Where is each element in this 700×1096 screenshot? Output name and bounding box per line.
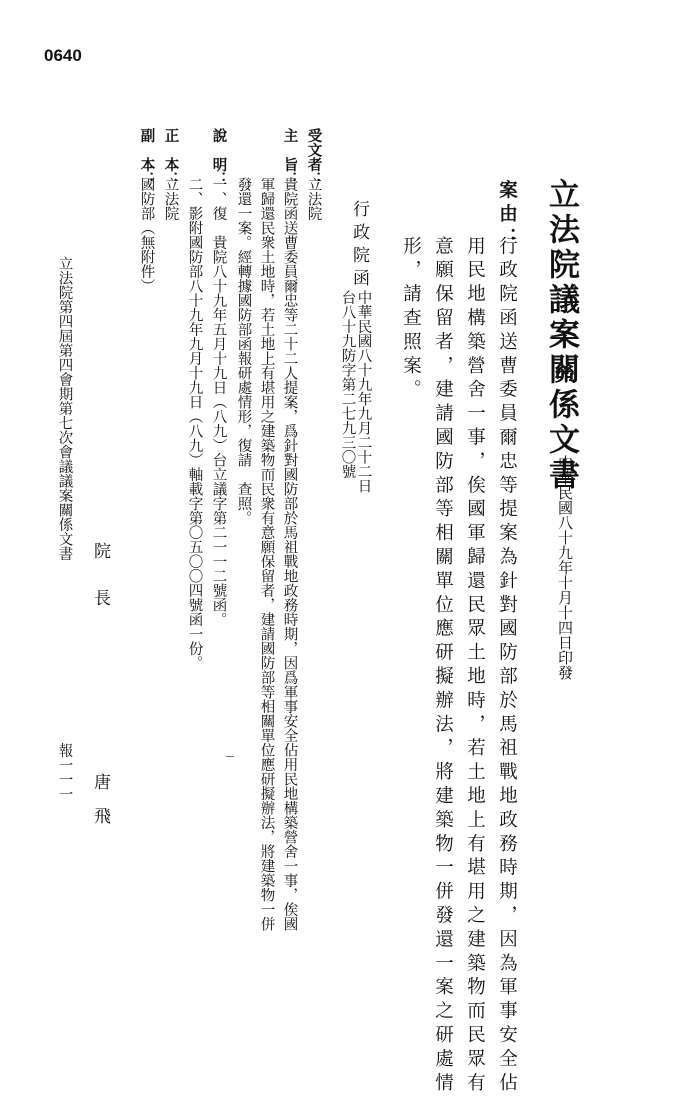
letter-ref-number: 台八十九防字第二七九三〇號: [339, 290, 356, 479]
print-date: 中華民國八十九年十月十四日印發: [556, 455, 574, 680]
letter-date: 中華民國八十九年九月二十二日: [355, 290, 372, 493]
subject-label: 主 旨：: [281, 128, 299, 186]
subject-line: 軍歸還民衆土地時，若土地上有堪用之建築物而民衆有意願保留者，建請國防部等相關單位應研擬辦法，將建築物一併: [258, 177, 275, 931]
subject-line: 貴院函送曹委員爾忠等二十二人提案，爲針對國防部於馬祖戰地政務時期，因爲軍事安全佔用民地構築營舍一事，俟國: [281, 177, 298, 931]
reason-line: 用民地構築營舍一事，俟國軍歸還民眾土地時，若土地上有堪用之建築物而民眾有: [464, 236, 486, 1096]
signature-name: 唐 飛: [90, 773, 110, 824]
explanation-item: 一、復 貴院八十九年五月十九日（八九）台立議字第二一一二號函。: [210, 177, 227, 627]
scan-speck: [226, 756, 234, 757]
footer-page-ref: 報一一一: [56, 743, 73, 801]
letter-issuer: 行政院函: [349, 200, 369, 292]
reason-label: 案由：: [496, 180, 518, 252]
recipient: 立法院: [305, 177, 322, 221]
page-number: 0640: [44, 46, 82, 65]
reason-line: 行政院函送曹委員爾忠等提案為針對國防部於馬祖戰地政務時期，因為軍事安全佔: [496, 236, 518, 1096]
explanation-item: 二、影附國防部八十九年九月十九日（八九）軸載字第〇五〇〇四號函一份。: [186, 177, 203, 670]
document-title: 立法院議案關係文書: [543, 178, 579, 493]
reason-line: 形，請查照案。: [400, 236, 422, 404]
cc-label: 副 本：: [138, 128, 156, 186]
main-copy-recipient: 立法院: [162, 177, 179, 221]
subject-line: 發還一案。經轉據國防部函報研處情形，復請 查照。: [235, 177, 252, 525]
cc-recipient: 國防部（無附件）: [138, 177, 155, 293]
signature-position: 院長: [90, 542, 110, 636]
explanation-label: 說 明：: [210, 128, 228, 186]
main-copy-label: 正 本：: [162, 128, 180, 186]
recipient-label: 受文者：: [305, 128, 323, 186]
reason-line: 意願保留者，建請國防部等相關單位應研擬辦法，將建築物一併發還一案之研處情: [432, 236, 454, 1096]
footer-doc-title: 立法院第四屆第四會期第七次會議議案關係文書: [56, 256, 73, 561]
